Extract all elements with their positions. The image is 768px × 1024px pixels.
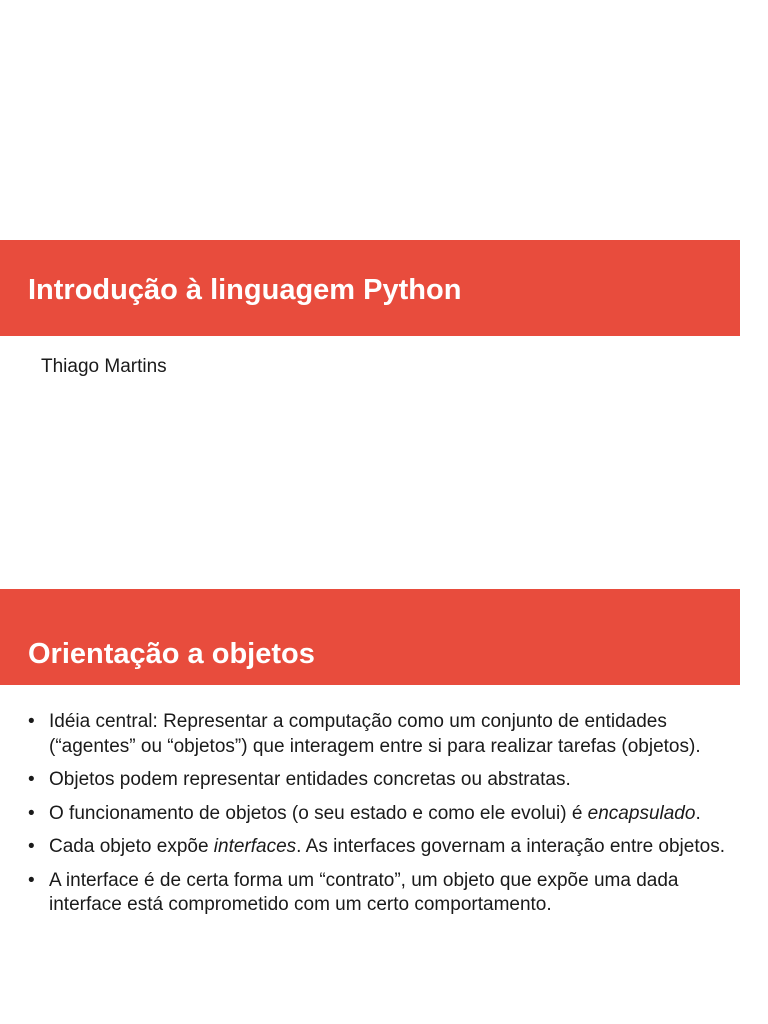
bullet-item-3 bbox=[28, 802, 748, 827]
bullet-icon: • bbox=[28, 869, 35, 891]
bullet-text: O funcionamento de objetos (o seu estado e como ele evolui) é bbox=[49, 802, 588, 824]
title-band-oop bbox=[0, 589, 740, 685]
bullet-emphasis: interfaces bbox=[213, 836, 297, 857]
bullet-text-end: . bbox=[695, 802, 701, 824]
author-name: Thiago Martins bbox=[41, 356, 167, 377]
bullet-icon: • bbox=[28, 836, 35, 857]
bullet-text: Cada objeto expõe bbox=[49, 836, 214, 857]
bullet-icon: • bbox=[28, 711, 35, 732]
bullet-text: Idéia central: Representar a computação como um conjunto de entidades (“agentes” ou “objetos”) que interagem entre si para realizar tarefas (objetos). bbox=[49, 711, 701, 757]
slide-title-oop: Orientação a objetos bbox=[28, 637, 315, 670]
bullet-list bbox=[28, 710, 748, 927]
slide-title-intro: Introdução à linguagem Python bbox=[28, 273, 462, 306]
bullet-text: Objetos podem representar entidades concretas ou abstratas. bbox=[49, 769, 571, 790]
bullet-icon: • bbox=[28, 802, 35, 824]
bullet-text: A interface é de certa forma um “contrato”, um objeto que expõe uma dada interface está comprometido com um certo comportamento. bbox=[49, 869, 679, 915]
bullet-emphasis: encapsulado bbox=[587, 802, 696, 824]
bullet-item-1 bbox=[28, 710, 748, 759]
bullet-item-5 bbox=[28, 869, 748, 918]
title-band-intro bbox=[0, 240, 740, 336]
bullet-icon: • bbox=[28, 769, 35, 790]
bullet-item-4 bbox=[28, 835, 748, 860]
bullet-text-end: . As interfaces governam a interação entre objetos. bbox=[296, 836, 725, 857]
bullet-item-2 bbox=[28, 768, 748, 793]
